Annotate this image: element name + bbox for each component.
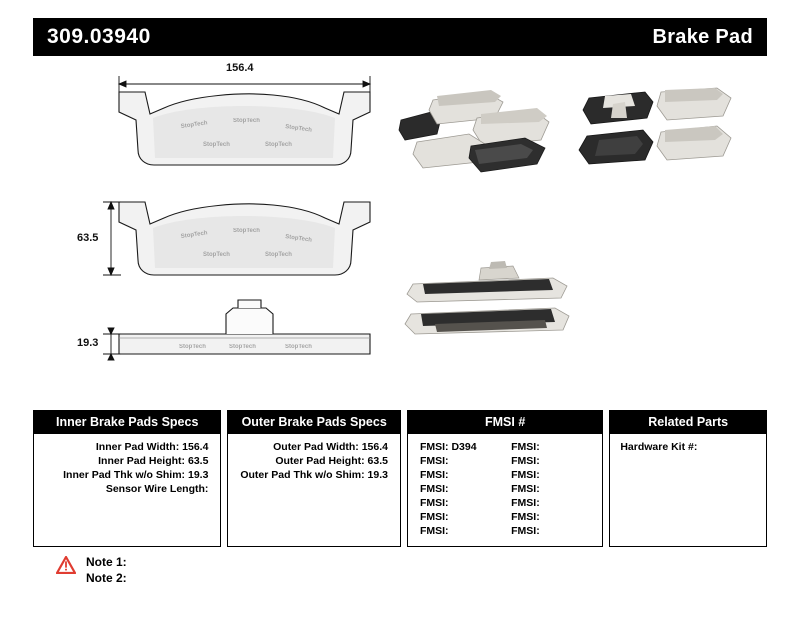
product-photo-pad-edge-lower (405, 308, 569, 334)
spec-value: 19.3 (367, 469, 388, 481)
spec-label: Inner Pad Thk w/o Shim: (63, 469, 186, 481)
spec-row (40, 482, 214, 496)
note-line-1: Note 1: (86, 555, 127, 569)
fmsi-column-right (505, 440, 596, 538)
related-part-label: Hardware Kit #: (620, 441, 698, 453)
fmsi-row (420, 440, 505, 454)
product-photo-pad-set-right (579, 88, 731, 164)
width-dimension-label: 156.4 (226, 62, 254, 74)
table-fmsi-title: FMSI # (408, 411, 602, 434)
spec-row (234, 468, 394, 482)
spec-value: 19.3 (187, 469, 209, 481)
fmsi-label: FMSI: (419, 455, 449, 467)
warning-icon (56, 556, 76, 579)
spec-label: Outer Pad Width: (273, 441, 359, 453)
fmsi-label: FMSI: (419, 469, 449, 481)
spec-label: Inner Pad Height: (98, 455, 186, 467)
fmsi-label: FMSI: (419, 497, 449, 509)
table-inner-specs (33, 410, 221, 547)
fmsi-label: FMSI: (419, 525, 449, 537)
fmsi-row (511, 524, 596, 538)
table-related-parts (609, 410, 767, 547)
fmsi-row (420, 468, 505, 482)
fmsi-label: FMSI: (511, 455, 540, 467)
svg-text:StopTech: StopTech (284, 124, 313, 134)
spec-label: Sensor Wire Length: (105, 483, 209, 495)
svg-text:StopTech: StopTech (203, 142, 230, 148)
spec-row (40, 440, 214, 454)
spec-tables (33, 410, 767, 547)
spec-row (40, 454, 214, 468)
svg-text:StopTech: StopTech (284, 234, 313, 244)
svg-text:StopTech: StopTech (233, 228, 260, 234)
fmsi-label: FMSI: (511, 511, 540, 523)
fmsi-row (420, 496, 505, 510)
fmsi-label: FMSI: (511, 441, 540, 453)
svg-text:StopTech: StopTech (265, 142, 292, 148)
width-dimension-line (119, 76, 370, 92)
svg-text:StopTech: StopTech (285, 344, 312, 350)
fmsi-row (511, 496, 596, 510)
fmsi-row (420, 454, 505, 468)
fmsi-label: FMSI: (419, 511, 449, 523)
fmsi-label: FMSI: (511, 497, 540, 509)
fmsi-row (511, 468, 596, 482)
fmsi-label: FMSI: (511, 525, 540, 537)
fmsi-row (511, 510, 596, 524)
notes-section (56, 554, 127, 586)
spec-row-empty (234, 482, 394, 496)
fmsi-row (420, 482, 505, 496)
drawing-area (33, 62, 767, 392)
fmsi-label: FMSI: (511, 483, 540, 495)
height-dimension-line (103, 202, 121, 275)
document-header (33, 18, 767, 56)
fmsi-row (420, 510, 505, 524)
fmsi-label: FMSI: (419, 483, 449, 495)
spec-label: Outer Pad Height: (275, 455, 365, 467)
pad-edge-watermark (179, 344, 312, 350)
table-related-parts-title: Related Parts (610, 411, 766, 434)
table-outer-specs (227, 410, 401, 547)
spec-label: Outer Pad Thk w/o Shim: (240, 469, 365, 481)
spec-value: 63.5 (187, 455, 209, 467)
product-photo-pad-edge-upper (407, 261, 567, 302)
notes-text-block (86, 554, 127, 586)
document-type-label: Brake Pad (652, 25, 753, 48)
height-dimension-label: 63.5 (77, 232, 99, 244)
pad-edge-clip (226, 300, 273, 334)
note-line-2: Note 2: (86, 571, 127, 585)
spec-label: Inner Pad Width: (95, 441, 180, 453)
thickness-dimension-line (103, 328, 121, 360)
spec-value: 63.5 (367, 455, 388, 467)
fmsi-row (420, 524, 505, 538)
svg-text:StopTech: StopTech (265, 252, 292, 258)
table-fmsi (407, 410, 603, 547)
svg-text:StopTech: StopTech (203, 252, 230, 258)
svg-text:StopTech: StopTech (180, 230, 208, 240)
spec-value: 156.4 (361, 441, 388, 453)
table-outer-specs-title: Outer Brake Pads Specs (228, 411, 400, 434)
fmsi-row (511, 440, 596, 454)
product-photo-pad-set-left (399, 90, 549, 172)
thickness-dimension-label: 19.3 (77, 337, 99, 349)
svg-text:StopTech: StopTech (180, 120, 208, 130)
fmsi-column-left (414, 440, 505, 538)
spec-value: 156.4 (182, 441, 209, 453)
part-number: 309.03940 (47, 25, 151, 48)
fmsi-row (511, 454, 596, 468)
technical-drawing-svg (33, 62, 767, 392)
fmsi-row (511, 482, 596, 496)
spec-row (234, 454, 394, 468)
fmsi-value: D394 (451, 441, 477, 453)
related-part-row (616, 440, 760, 454)
table-inner-specs-title: Inner Brake Pads Specs (34, 411, 220, 434)
fmsi-label: FMSI: (511, 469, 540, 481)
svg-text:StopTech: StopTech (179, 344, 206, 350)
spec-row (234, 440, 394, 454)
svg-text:StopTech: StopTech (229, 344, 256, 350)
svg-text:StopTech: StopTech (233, 118, 260, 124)
fmsi-label: FMSI: (419, 441, 449, 453)
spec-row (40, 468, 214, 482)
